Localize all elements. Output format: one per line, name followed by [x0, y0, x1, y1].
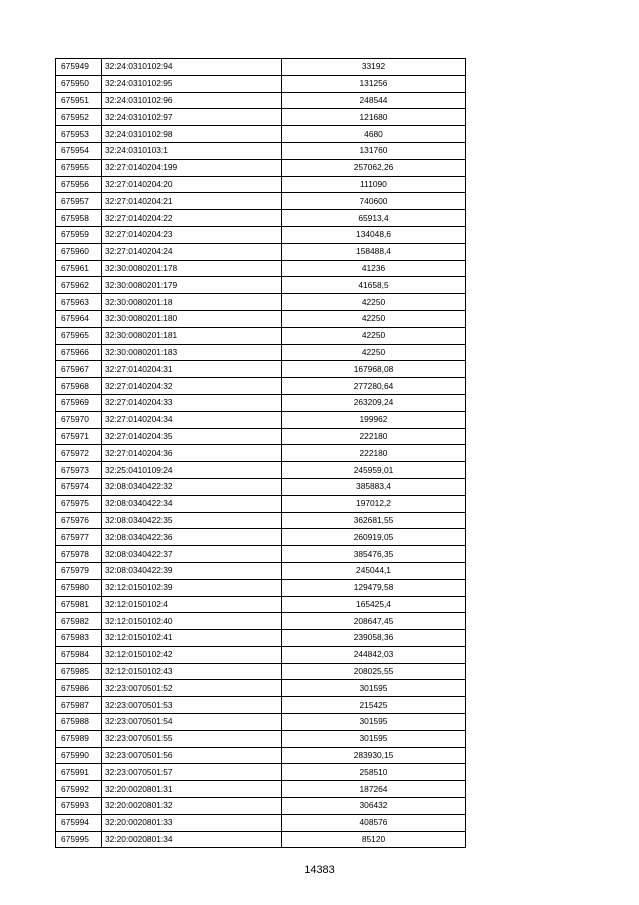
table-row: [56, 680, 466, 697]
table-row: [56, 613, 466, 630]
cadastral-number-cell: 32:27:0140204:21: [102, 193, 282, 210]
table-row: [56, 697, 466, 714]
value-cell: 239058,36: [282, 630, 466, 647]
value-cell: 208647,45: [282, 613, 466, 630]
table-row: [56, 109, 466, 126]
table-row: [56, 781, 466, 798]
row-id-cell: 675985: [56, 663, 102, 680]
value-cell: 215425: [282, 697, 466, 714]
cadastral-number-cell: 32:08:0340422:32: [102, 478, 282, 495]
row-id-cell: 675973: [56, 462, 102, 479]
table-row: [56, 814, 466, 831]
row-id-cell: 675994: [56, 814, 102, 831]
table-row: [56, 747, 466, 764]
cadastral-number-cell: 32:27:0140204:24: [102, 243, 282, 260]
cadastral-number-cell: 32:20:0020801:32: [102, 798, 282, 815]
cadastral-number-cell: 32:23:0070501:55: [102, 730, 282, 747]
cadastral-value-table: [55, 58, 466, 848]
value-cell: 197012,2: [282, 495, 466, 512]
row-id-cell: 675992: [56, 781, 102, 798]
row-id-cell: 675960: [56, 243, 102, 260]
value-cell: 362681,55: [282, 512, 466, 529]
table-row: [56, 411, 466, 428]
table-row: [56, 529, 466, 546]
value-cell: 385883,4: [282, 478, 466, 495]
cadastral-number-cell: 32:27:0140204:31: [102, 361, 282, 378]
cadastral-number-cell: 32:23:0070501:56: [102, 747, 282, 764]
row-id-cell: 675972: [56, 445, 102, 462]
value-cell: 245959,01: [282, 462, 466, 479]
cadastral-number-cell: 32:27:0140204:34: [102, 411, 282, 428]
row-id-cell: 675976: [56, 512, 102, 529]
value-cell: 222180: [282, 445, 466, 462]
cadastral-number-cell: 32:08:0340422:37: [102, 546, 282, 563]
value-cell: 111090: [282, 176, 466, 193]
value-cell: 131256: [282, 75, 466, 92]
row-id-cell: 675971: [56, 428, 102, 445]
table-row: [56, 277, 466, 294]
value-cell: 42250: [282, 294, 466, 311]
cadastral-number-cell: 32:08:0340422:36: [102, 529, 282, 546]
cadastral-number-cell: 32:27:0140204:22: [102, 210, 282, 227]
value-cell: 85120: [282, 831, 466, 848]
value-cell: 260919,05: [282, 529, 466, 546]
row-id-cell: 675961: [56, 260, 102, 277]
value-cell: 301595: [282, 714, 466, 731]
row-id-cell: 675958: [56, 210, 102, 227]
value-cell: 42250: [282, 344, 466, 361]
value-cell: 408576: [282, 814, 466, 831]
row-id-cell: 675969: [56, 394, 102, 411]
table-row: [56, 764, 466, 781]
value-cell: 121680: [282, 109, 466, 126]
table-row: [56, 562, 466, 579]
table-row: [56, 260, 466, 277]
cadastral-number-cell: 32:30:0080201:18: [102, 294, 282, 311]
value-cell: 258510: [282, 764, 466, 781]
table-row: [56, 159, 466, 176]
row-id-cell: 675986: [56, 680, 102, 697]
value-cell: 158488,4: [282, 243, 466, 260]
cadastral-number-cell: 32:27:0140204:199: [102, 159, 282, 176]
table-row: [56, 462, 466, 479]
table-row: [56, 226, 466, 243]
row-id-cell: 675983: [56, 630, 102, 647]
table-row: [56, 478, 466, 495]
cadastral-number-cell: 32:08:0340422:34: [102, 495, 282, 512]
row-id-cell: 675987: [56, 697, 102, 714]
row-id-cell: 675984: [56, 646, 102, 663]
cadastral-number-cell: 32:12:0150102:43: [102, 663, 282, 680]
cadastral-number-cell: 32:12:0150102:42: [102, 646, 282, 663]
row-id-cell: 675993: [56, 798, 102, 815]
table-row: [56, 579, 466, 596]
cadastral-number-cell: 32:27:0140204:33: [102, 394, 282, 411]
row-id-cell: 675952: [56, 109, 102, 126]
row-id-cell: 675962: [56, 277, 102, 294]
cadastral-number-cell: 32:20:0020801:33: [102, 814, 282, 831]
cadastral-number-cell: 32:24:0310102:94: [102, 59, 282, 76]
value-cell: 208025,55: [282, 663, 466, 680]
value-cell: 42250: [282, 310, 466, 327]
table-row: [56, 831, 466, 848]
cadastral-number-cell: 32:24:0310103:1: [102, 142, 282, 159]
table-row: [56, 495, 466, 512]
value-cell: 245044,1: [282, 562, 466, 579]
row-id-cell: 675989: [56, 730, 102, 747]
value-cell: 244842,03: [282, 646, 466, 663]
table-row: [56, 327, 466, 344]
value-cell: 301595: [282, 730, 466, 747]
row-id-cell: 675954: [56, 142, 102, 159]
row-id-cell: 675975: [56, 495, 102, 512]
row-id-cell: 675970: [56, 411, 102, 428]
row-id-cell: 675978: [56, 546, 102, 563]
value-cell: 263209,24: [282, 394, 466, 411]
table-row: [56, 75, 466, 92]
row-id-cell: 675966: [56, 344, 102, 361]
cadastral-number-cell: 32:24:0310102:97: [102, 109, 282, 126]
table-row: [56, 310, 466, 327]
table-row: [56, 294, 466, 311]
table-row: [56, 394, 466, 411]
table-row: [56, 361, 466, 378]
value-cell: 65913,4: [282, 210, 466, 227]
row-id-cell: 675979: [56, 562, 102, 579]
row-id-cell: 675955: [56, 159, 102, 176]
cadastral-number-cell: 32:23:0070501:53: [102, 697, 282, 714]
table-row: [56, 378, 466, 395]
cadastral-number-cell: 32:08:0340422:35: [102, 512, 282, 529]
value-cell: 740600: [282, 193, 466, 210]
table-row: [56, 663, 466, 680]
value-cell: 306432: [282, 798, 466, 815]
cadastral-number-cell: 32:12:0150102:39: [102, 579, 282, 596]
table-row: [56, 92, 466, 109]
row-id-cell: 675949: [56, 59, 102, 76]
table-row: [56, 730, 466, 747]
cadastral-number-cell: 32:08:0340422:39: [102, 562, 282, 579]
cadastral-number-cell: 32:23:0070501:57: [102, 764, 282, 781]
table-row: [56, 243, 466, 260]
value-cell: 277280,64: [282, 378, 466, 395]
value-cell: 41658,5: [282, 277, 466, 294]
row-id-cell: 675980: [56, 579, 102, 596]
cadastral-number-cell: 32:24:0310102:98: [102, 126, 282, 143]
cadastral-number-cell: 32:30:0080201:179: [102, 277, 282, 294]
cadastral-number-cell: 32:12:0150102:41: [102, 630, 282, 647]
table-row: [56, 126, 466, 143]
row-id-cell: 675963: [56, 294, 102, 311]
cadastral-number-cell: 32:30:0080201:183: [102, 344, 282, 361]
cadastral-number-cell: 32:25:0410109:24: [102, 462, 282, 479]
row-id-cell: 675974: [56, 478, 102, 495]
value-cell: 385476,35: [282, 546, 466, 563]
value-cell: 283930,15: [282, 747, 466, 764]
cadastral-number-cell: 32:23:0070501:54: [102, 714, 282, 731]
row-id-cell: 675959: [56, 226, 102, 243]
row-id-cell: 675956: [56, 176, 102, 193]
value-cell: 257062,26: [282, 159, 466, 176]
row-id-cell: 675991: [56, 764, 102, 781]
cadastral-number-cell: 32:23:0070501:52: [102, 680, 282, 697]
row-id-cell: 675977: [56, 529, 102, 546]
cadastral-number-cell: 32:20:0020801:34: [102, 831, 282, 848]
row-id-cell: 675988: [56, 714, 102, 731]
value-cell: 301595: [282, 680, 466, 697]
table-row: [56, 176, 466, 193]
cadastral-number-cell: 32:30:0080201:180: [102, 310, 282, 327]
table-row: [56, 428, 466, 445]
value-cell: 199962: [282, 411, 466, 428]
table-row: [56, 193, 466, 210]
row-id-cell: 675953: [56, 126, 102, 143]
value-cell: 131760: [282, 142, 466, 159]
value-cell: 4680: [282, 126, 466, 143]
value-cell: 165425,4: [282, 596, 466, 613]
cadastral-number-cell: 32:12:0150102:4: [102, 596, 282, 613]
value-cell: 33192: [282, 59, 466, 76]
cadastral-number-cell: 32:20:0020801:31: [102, 781, 282, 798]
table-row: [56, 445, 466, 462]
page-number: 14383: [304, 864, 335, 876]
cadastral-number-cell: 32:30:0080201:178: [102, 260, 282, 277]
cadastral-number-cell: 32:27:0140204:20: [102, 176, 282, 193]
cadastral-number-cell: 32:24:0310102:96: [102, 92, 282, 109]
row-id-cell: 675967: [56, 361, 102, 378]
row-id-cell: 675968: [56, 378, 102, 395]
cadastral-number-cell: 32:24:0310102:95: [102, 75, 282, 92]
table-row: [56, 59, 466, 76]
value-cell: 167968,08: [282, 361, 466, 378]
value-cell: 187264: [282, 781, 466, 798]
table-row: [56, 798, 466, 815]
row-id-cell: 675982: [56, 613, 102, 630]
value-cell: 42250: [282, 327, 466, 344]
table-row: [56, 714, 466, 731]
table-row: [56, 142, 466, 159]
table-row: [56, 512, 466, 529]
table-row: [56, 646, 466, 663]
table-row: [56, 546, 466, 563]
table-row: [56, 596, 466, 613]
table-row: [56, 344, 466, 361]
value-cell: 222180: [282, 428, 466, 445]
cadastral-number-cell: 32:27:0140204:32: [102, 378, 282, 395]
table-row: [56, 210, 466, 227]
cadastral-number-cell: 32:30:0080201:181: [102, 327, 282, 344]
value-cell: 129479,58: [282, 579, 466, 596]
table-body: [56, 59, 466, 848]
row-id-cell: 675951: [56, 92, 102, 109]
value-cell: 41236: [282, 260, 466, 277]
cadastral-number-cell: 32:27:0140204:36: [102, 445, 282, 462]
row-id-cell: 675964: [56, 310, 102, 327]
row-id-cell: 675965: [56, 327, 102, 344]
row-id-cell: 675990: [56, 747, 102, 764]
row-id-cell: 675950: [56, 75, 102, 92]
row-id-cell: 675957: [56, 193, 102, 210]
cadastral-number-cell: 32:27:0140204:35: [102, 428, 282, 445]
cadastral-number-cell: 32:27:0140204:23: [102, 226, 282, 243]
table-row: [56, 630, 466, 647]
value-cell: 248544: [282, 92, 466, 109]
cadastral-number-cell: 32:12:0150102:40: [102, 613, 282, 630]
row-id-cell: 675995: [56, 831, 102, 848]
value-cell: 134048,6: [282, 226, 466, 243]
row-id-cell: 675981: [56, 596, 102, 613]
